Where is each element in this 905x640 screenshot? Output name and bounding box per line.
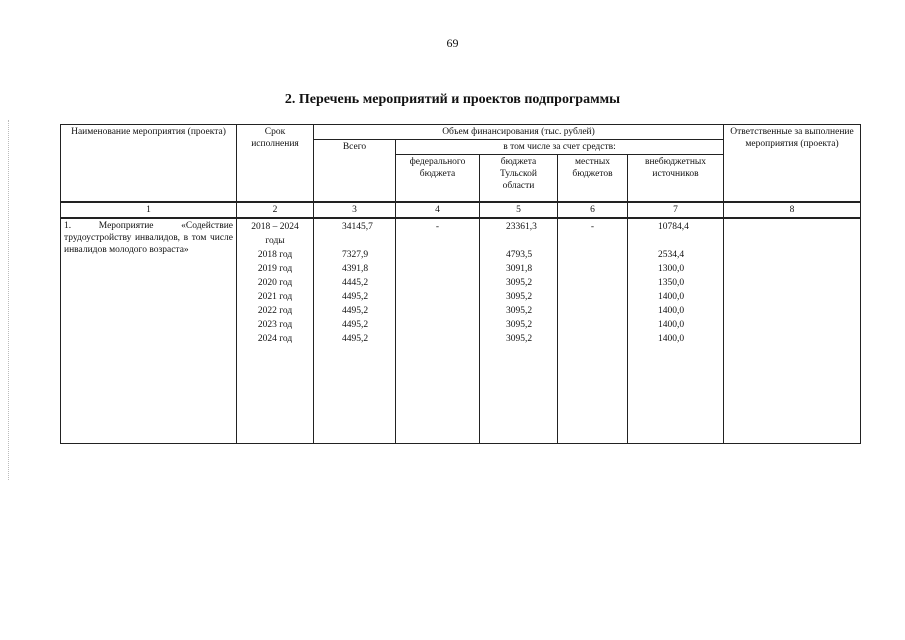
extra-value: 1300,0 (658, 264, 685, 274)
regional-value: 3095,2 (506, 334, 533, 344)
regional-value: 23361,3 (506, 222, 537, 232)
header-name: Наименование мероприятия (проекта) (61, 125, 237, 203)
regional-value: 4793,5 (506, 250, 533, 260)
header-row-1 (61, 125, 861, 140)
column-number: 5 (480, 202, 558, 218)
header-term: Срок исполнения (237, 125, 314, 203)
federal-cell (396, 218, 480, 444)
total-value: 34145,7 (342, 222, 373, 232)
column-number: 7 (628, 202, 724, 218)
regional-value: 3095,2 (506, 320, 533, 330)
header-responsible: Ответственные за выполнение мероприятия (проекта) (724, 125, 861, 203)
activities-table (60, 124, 861, 444)
total-value (342, 234, 392, 248)
total-value: 4445,2 (342, 278, 369, 288)
header-total: Всего (314, 140, 396, 203)
period-value: 2020 год (257, 278, 293, 288)
total-value: 7327,9 (342, 250, 369, 260)
period-value: 2022 год (257, 306, 293, 316)
margin-scan-marks (8, 120, 10, 480)
period-value: 2019 год (257, 264, 293, 274)
period-value: 2018 – 2024 (251, 222, 299, 232)
table-row (61, 218, 861, 444)
regional-value: 3095,2 (506, 306, 533, 316)
local-cell (558, 218, 628, 444)
extra-value: 1400,0 (658, 306, 685, 316)
column-number: 3 (314, 202, 396, 218)
header-including: в том числе за счет средств: (396, 140, 724, 155)
total-value: 4495,2 (342, 334, 369, 344)
period-value: 2018 год (257, 250, 293, 260)
extra-value: 10784,4 (658, 222, 689, 232)
period-value: 2023 год (257, 320, 293, 330)
regional-value: 3095,2 (506, 278, 533, 288)
responsible-cell (724, 218, 861, 444)
column-number: 8 (724, 202, 861, 218)
column-number: 2 (237, 202, 314, 218)
regional-value: 3091,8 (506, 264, 533, 274)
extra-value (658, 234, 720, 248)
page-title: 2. Перечень мероприятий и проектов подпрограммы (284, 92, 621, 107)
period-value: 2021 год (257, 292, 293, 302)
total-value: 4495,2 (342, 320, 369, 330)
column-number-row (61, 202, 861, 218)
extra-value: 1400,0 (658, 292, 685, 302)
regional-cell (480, 218, 558, 444)
header-funding: Объем финансирования (тыс. рублей) (314, 125, 724, 140)
header-federal: федерального бюджета (396, 155, 480, 203)
extra-value: 2534,4 (658, 250, 685, 260)
total-value: 4495,2 (342, 292, 369, 302)
regional-value (506, 234, 554, 248)
local-value: - (590, 222, 595, 232)
activities-table-wrapper (60, 124, 860, 444)
federal-value: - (435, 222, 440, 232)
header-local: местных бюджетов (558, 155, 628, 203)
total-cell (314, 218, 396, 444)
total-value: 4391,8 (342, 264, 369, 274)
activity-name: 1. Мероприятие «Содействие трудоустройству инвалидов, в том числе инвалидов молодого возраста» (61, 218, 237, 444)
extra-value: 1400,0 (658, 334, 685, 344)
period-value: 2024 год (257, 334, 293, 344)
header-extra: внебюджетных источников (628, 155, 724, 203)
total-value: 4495,2 (342, 306, 369, 316)
extra-value: 1350,0 (658, 278, 685, 288)
extra-value: 1400,0 (658, 320, 685, 330)
period-value: годы (265, 236, 285, 246)
extra-cell (628, 218, 724, 444)
regional-value: 3095,2 (506, 292, 533, 302)
page-number: 69 (446, 36, 459, 50)
column-number: 4 (396, 202, 480, 218)
column-number: 6 (558, 202, 628, 218)
column-number: 1 (61, 202, 237, 218)
period-cell (237, 218, 314, 444)
header-regional: бюджета Тульской области (480, 155, 558, 203)
